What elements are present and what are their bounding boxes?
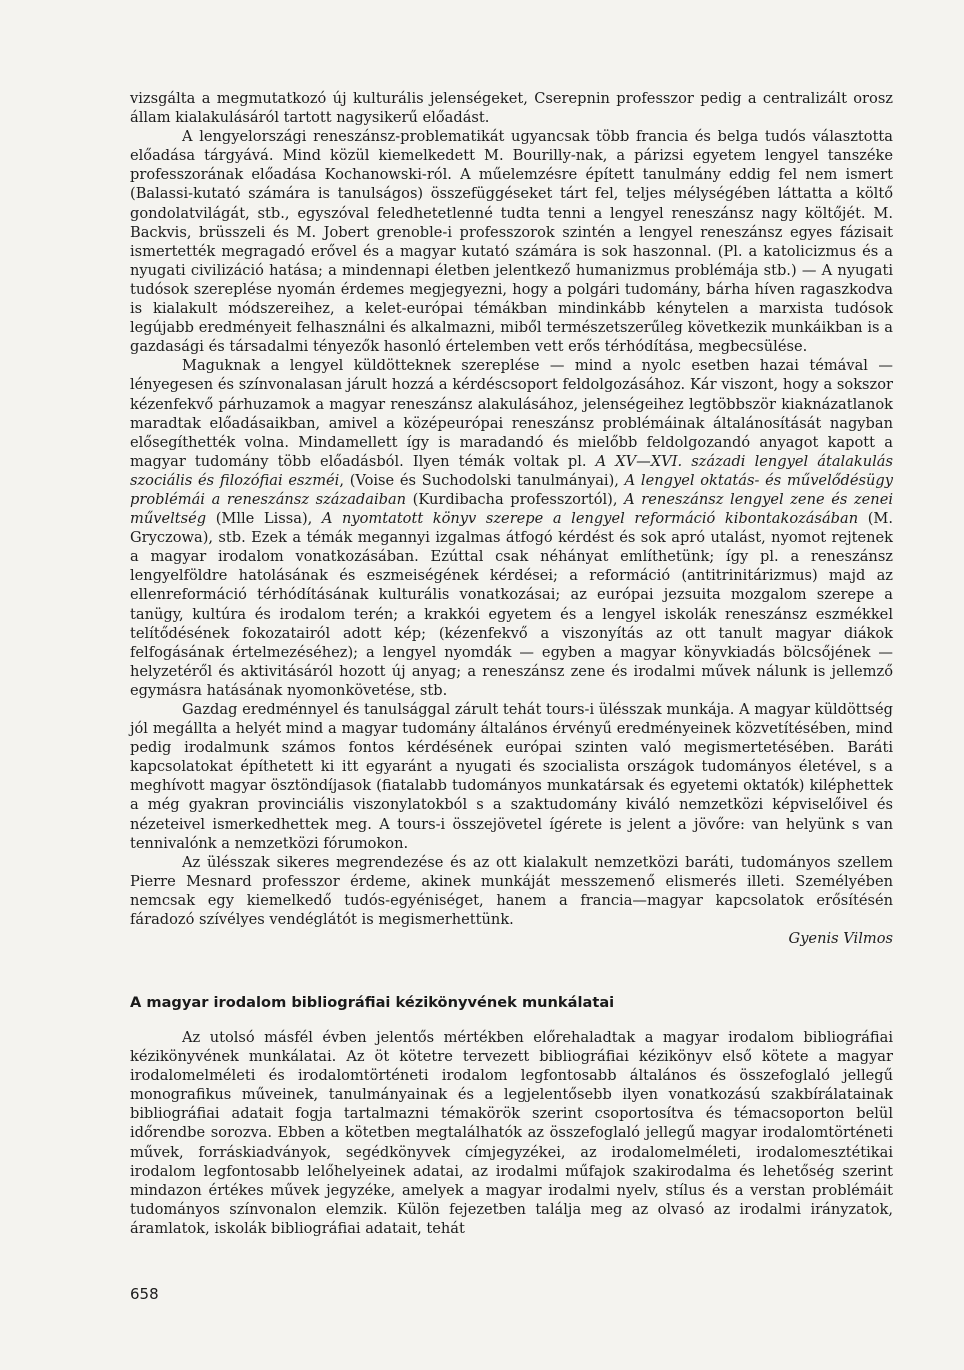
article2-paragraph: Az utolsó másfél évben jelentős mértékben előrehaladtak a magyar irodalom bibliográfiai kézikönyvének munkálatai. Az öt kötetre tervezett bibliográfiai kézikönyv első kötete a magyar irodalomelméleti és irodalomtörténeti irodalom legfontosabb általános és összefoglaló jellegű monografikus műveinek, tanulmányainak és a legjelentősebb ilyen vonatkozású szakbírálatainak bibliográfiai adatait fogja tartalmazni témakörök szerint csoportosítva és témacsoporton belül időrendbe sorozva. Ebben a kötetben megtalálhatók az összefoglaló jellegű magyar irodalomtörténeti művek, forráskiadványok, segédkönyvek címjegyzékei, az irodalomelméleti, irodalomesztétikai irodalom legfontosabb lelőhelyeinek adatai, az irodalmi műfajok szakirodalma és lehetőség szerint mindazon értékes művek jegyzéke, amelyek a magyar irodalmi nyelv, stílus és a verstan problémáit tudományos színvonalon elemzik. Külön fejezetben találja meg az olvasó az irodalmi irányzatok, áramlatok, iskolák bibliográfiai adatait, tehát (130, 1029, 893, 1237)
article1-paragraph: vizsgálta a megmutatkozó új kulturális jelenségeket, Cserepnin professzor pedig a centralizált orosz állam kialakulásáról tartott nagysikerű előadást. (130, 90, 893, 127)
article1-paragraph: Gazdag eredménnyel és tanulsággal zárult tehát tours-i ülésszak munkája. A magyar küldöttség jól megállta a helyét mind a magyar tudomány általános érvényű eredményeinek közvetítésében, mind pedig irodalmunk számos fontos kérdésének európai szinten való megismertetésében. Baráti kapcsolatokat építhetett ki itt egyaránt a nyugati és szocialista országok tudományos életével, s a meghívott magyar ösztöndíjasok (fiatalabb tudományos munkatársak és egyetemi oktatók) kiléphettek a még gyakran provinciális viszonylatokból s a szaktudomány kiváló nemzetközi képviselőivel és nézeteivel ismerkedhettek meg. A tours-i összejövetel ígérete is jelent a jövőre: van helyünk s van tennivalónk a nemzetközi fórumokon. (130, 701, 893, 852)
article1-paragraph: Az ülésszak sikeres megrendezése és az ott kialakult nemzetközi baráti, tudományos szellem Pierre Mesnard professzor érdeme, akinek munkáját messzemenő elismerés illeti. Személyében nemcsak egy kiemelkedő tudós-egyéniséget, hanem a francia—magyar kapcsolatok erősítésén fáradozó szívélyes vendéglátót is megismerhettünk. (130, 853, 893, 929)
article1-paragraph: A lengyelországi reneszánsz-problematikát ugyancsak több francia és belga tudós választotta előadása tárgyává. Mind közül kiemelkedett M. Bourilly-nak, a párizsi egyetem lengyel tanszéke professzorának előadása Kochanowski-ról. A műelemzésre épített tanulmány eddig fel nem ismert (Balassi-kutató számára is tanulságos) összefüggéseket tárt fel, teljes mélységében láttatta a költő gondolatvilágát, stb., egyszóval feledhetetlenné tudta tenni a lengyel reneszánsz nagy költőjét. M. Backvis, brüsszeli és M. Jobert grenoble-i professzorok szintén a lengyel reneszánsz egyes fázisait ismertették megragadó erővel és a magyar kutató számára is sok haszonnal. (Pl. a katolicizmus és a nyugati civilizáció hatása; a mindennapi életben jelentkező humanizmus problémája stb.) — A nyugati tudósok szereplése nyomán érdemes megjegyezni, hogy a polgári tudomány, bárha híven ragaszkodva is kialakult módszereihez, a kelet-európai témákban mindinkább kénytelen a marxista tudósok legújabb eredményeit felhasználni és alkalmazni, miből természetszerűleg következik munkáikban is a gazdasági és társadalmi tényezők hasonló értelemben vett erős térhódítása, megbecsülése. (130, 128, 893, 356)
article-1-body (130, 89, 893, 948)
author-signature: Gyenis Vilmos (788, 930, 893, 948)
article1-paragraph: Maguknak a lengyel küldötteknek szereplése — mind a nyolc esetben hazai témával — lényegesen és színvonalasan járult hozzá a kérdéscsoport feldolgozásához. Kár viszont, hogy a sokszor kézenfekvő párhuzamok a magyar reneszánsz alakulásához, jelenségeihez legtöbbször kiaknázatlanok maradtak előadásaikban, amivel a középeurópai reneszánsz problémáinak általánosítását nagyban elősegíthették volna. Mindamellett így is maradandó és mielőbb feldolgozandó anyagot kapott a magyar tudomány több előadásból. Ilyen témák voltak pl. A XV—XVI. századi lengyel átalakulás szociális és filozófiai eszméi, (Voise és Suchodolski tanulmányai), A lengyel oktatás- és művelődésügy problémái a reneszánsz századaiban (Kurdibacha professzortól), A reneszánsz lengyel zene és zenei műveltség (Mlle Lissa), A nyomtatott könyv szerepe a lengyel reformáció kibontakozásában (M. Gryczowa), stb. Ezek a témák megannyi izgalmas átfogó kérdést és sok apró utalást, nyomot rejtenek a magyar irodalom vonatkozásában. Ezúttal csak néhányat említhetünk; így pl. a reneszánsz lengyelföldre hatolásának és eszmeiségének kérdései; a reformáció (antitrinitárizmus) majd az ellenreformáció térhódításának kulturális vonatkozásai; az európai jezsuita mozgalom szerepe a tanügy, kultúra és irodalom terén; a krakkói egyetem és a lengyel iskolák reneszánsz eszmékkel telítődésének fokozatairól adott kép; (kézenfekvő a viszonyítás az ott tanult magyar diákok felfogásának értelmezéséhez); a lengyel nyomdák — egyben a magyar könyvkiadás bölcsőjének — helyzetéről és aktivitásáról hozott új anyag; a reneszánsz zene és irodalmi művek nálunk is jellemző egymásra hatásának nyomonkövetése, stb. (130, 357, 894, 699)
article-2-body (130, 1028, 893, 1238)
section-heading: A magyar irodalom bibliográfiai kézikönyvének munkálatai (130, 994, 615, 1011)
page-number: 658 (130, 1285, 159, 1303)
